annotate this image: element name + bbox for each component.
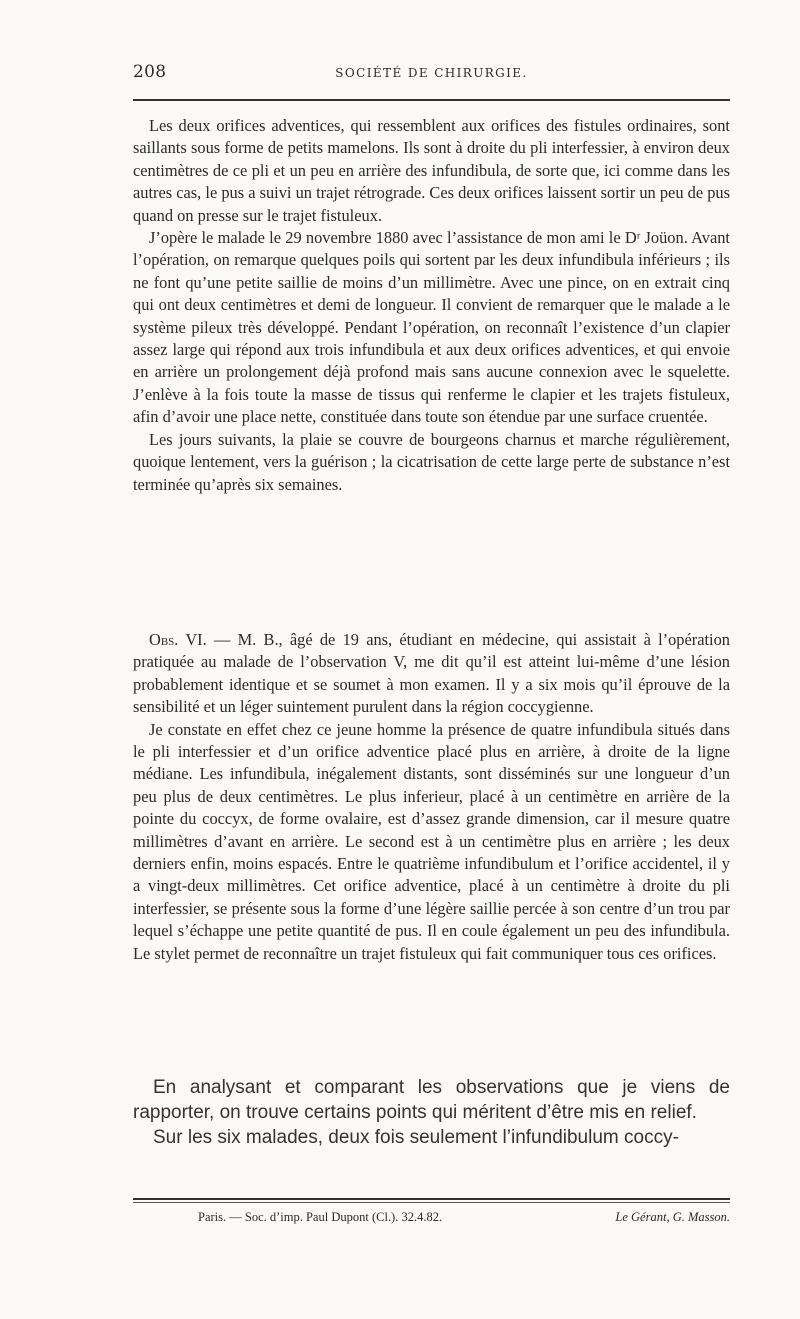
- obs5-paragraph: Les jours suivants, la plaie se couvre de bourgeons charnus et marche régulièrement, quoique lentement, vers la guérison ; la cicatrisation de cette large perte de substance n’est terminée qu’après six semaines.: [133, 429, 730, 494]
- obs5-paragraph: J’opère le malade le 29 novembre 1880 avec l’assistance de mon ami le Dʳ Joüon. Avant l’opération, on remarque quelques poils qui sortent par les deux infundibula inférieurs ; ils ne font qu’une petite saillie de moins d’un millimètre. Avec une pince, on en extrait cinq qui ont deux centimètres et demi de longueur. Il convient de remarquer que le malade a le système pileux très développé. Pendant l’opération, on reconnaît l’existence d’un clapier assez large qui répond aux trois infundibula et aux deux orifices adventices, et qui envoie en arrière un prolongement déjà profond mais sans aucune connexion avec le squelette. J’enlève à la fois toute la masse de tissus qui renferme le clapier et les trajets fistuleux, afin d’avoir une place nette, constituée dans toute son étendue par une surface cruentée.: [133, 228, 730, 427]
- running-title: SOCIÉTÉ DE CHIRURGIE.: [335, 66, 528, 80]
- obs6-intro-text: — M. B., âgé de 19 ans, étudiant en médecine, qui assistait à l’opération pratiquée au malade de l’observation V, me dit qu’il est atteint lui-même d’une lésion probablement identique et se soumet à mon examen. Il y a six mois qu’il éprouve de la sensibilité et un léger suintement purulent dans la région coccygienne.: [133, 630, 730, 717]
- observation-5-text: [133, 115, 730, 496]
- observation-6-text: [133, 629, 730, 965]
- page-number: 208: [133, 62, 167, 82]
- page-footer: [133, 1210, 730, 1230]
- footer-rule: [133, 1198, 730, 1200]
- page-header: [133, 62, 730, 90]
- discussion-paragraph: En analysant et comparant les observations que je viens de rapporter, on trouve certains points qui méritent d’être mis en relief.: [133, 1077, 730, 1123]
- printer-imprint: Paris. — Soc. d’imp. Paul Dupont (Cl.). 32.4.82.: [198, 1210, 443, 1224]
- obs6-paragraph: Je constate en effet chez ce jeune homme la présence de quatre infundibula situés dans le pli interfessier et d’un orifice adventice placé plus en arrière, à droite de la ligne médiane. Les infundibula, inégalement distants, sont disséminés sur une longueur d’un peu plus de deux centimètres. Le plus inferieur, placé à un centimètre en arrière de la pointe du coccyx, de forme ovalaire, est d’assez grande dimension, car il mesure quatre millimètres d’avant en arrière. Le second est à un centimètre plus en arrière ; les deux derniers enfin, moins espacés. Entre le quatrième infundibulum et l’orifice accidentel, il y a vingt-deux millimètres. Cet orifice adventice, placé à un centimètre à droite du pli interfessier, se présente sous la forme d’une légère saillie percée à son centre d’un trou par lequel s’échappe une petite quantité de pus. Il en coule également un peu des infundibula. Le stylet permet de reconnaître un trajet fistuleux qui fait communiquer tous ces orifices.: [133, 719, 730, 963]
- obs6-paragraph: [133, 629, 730, 719]
- discussion-text: [133, 1075, 730, 1150]
- discussion-paragraph: Sur les six malades, deux fois seulement l’infundibulum coccy-: [153, 1127, 679, 1148]
- obs5-paragraph: Les deux orifices adventices, qui ressemblent aux orifices des fistules ordinaires, sont saillants sous forme de petits mamelons. Ils sont à droite du pli interfessier, à environ deux centimètres de ce pli et un peu en arrière des infundibula, de sorte que, ici comme dans les autres cas, le pus a suivi un trajet rétrograde. Ces deux orifices laissent sortir un peu de pus quand on presse sur le trajet fistuleux.: [133, 116, 730, 225]
- observation-label: Obs. VI.: [149, 630, 207, 649]
- footer-rule-thin: [133, 1202, 730, 1203]
- header-rule: [133, 99, 730, 101]
- publisher-signature: Le Gérant, G. Masson.: [615, 1210, 730, 1224]
